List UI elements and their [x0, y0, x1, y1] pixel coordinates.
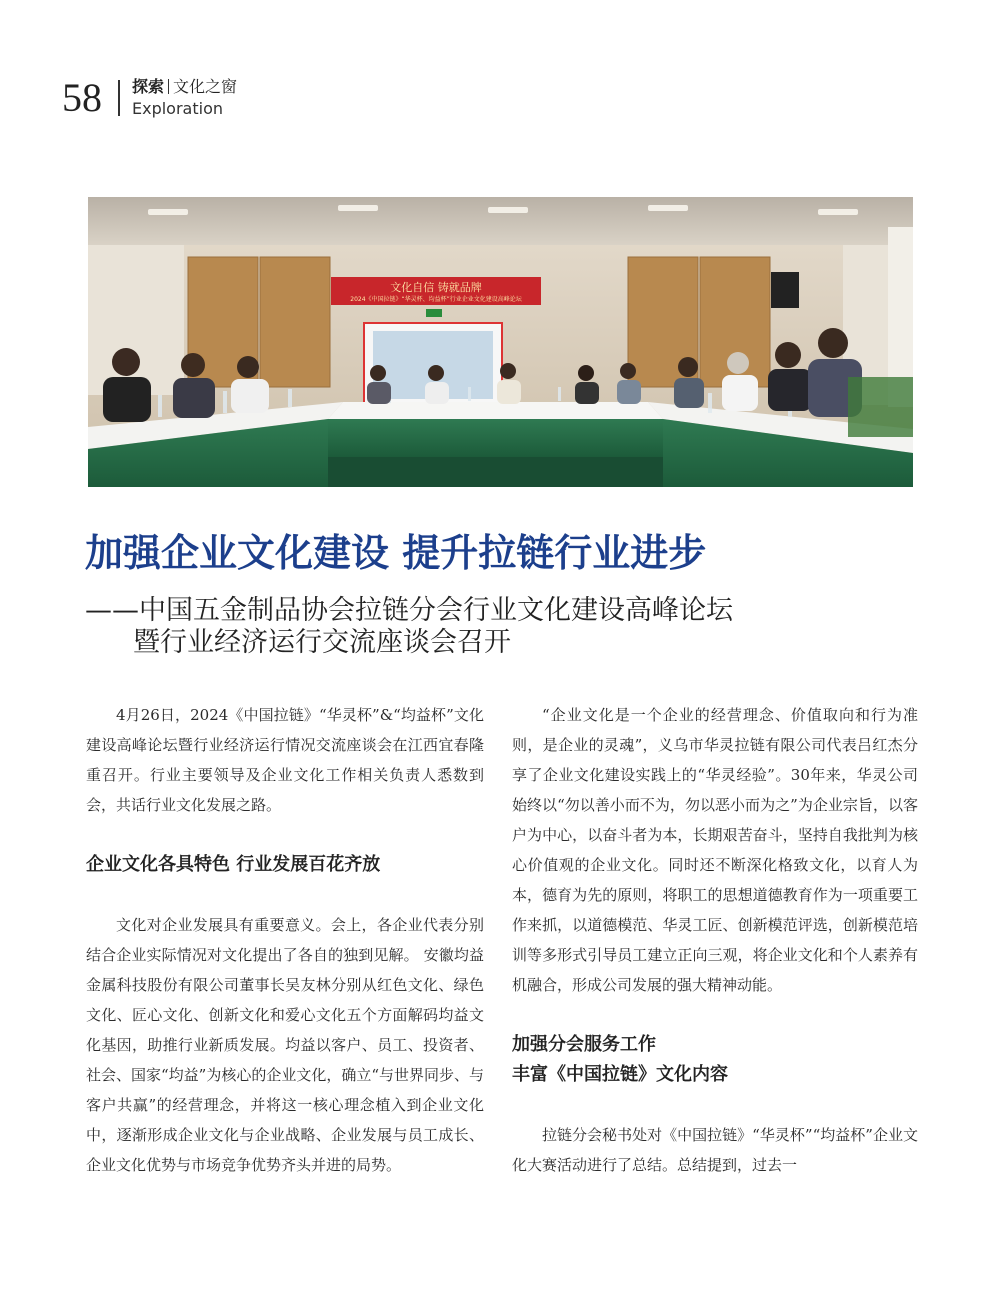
- conference-photo: [88, 197, 913, 487]
- section-heading-1: 企业文化各具特色 行业发展百花齐放: [86, 854, 381, 875]
- spacer: [512, 1090, 918, 1120]
- section-heading-2-line2: 丰富《中国拉链》文化内容: [512, 1064, 728, 1085]
- article-subtitle: [85, 595, 935, 659]
- article-paragraph-4: 拉链分会秘书处对《中国拉链》“华灵杯”“均益杯”企业文化大赛活动进行了总结。总结提到，过去一: [512, 1126, 918, 1174]
- article-paragraph-2: 文化对企业发展具有重要意义。会上，各企业代表分别结合企业实际情况对文化提出了各自的独到见解。 安徽均益金属科技股份有限公司董事长吴友林分别从红色文化、绿色文化、匠心文化、创新文化和爱心文化五个方面解码均益文化基因，助推行业新质发展。均益以客户、员工、投资者、社会、国家“均益”为核心的企业文化，确立“与世界同步、与客户共赢”的经营理念，并将这一核心理念植入到企业文化中，逐渐形成企业文化与企业战略、企业发展与员工成长、企业文化优势与市场竞争优势齐头并进的局势。: [86, 916, 485, 1174]
- section-label-english: Exploration: [132, 99, 223, 118]
- article-column-left: [86, 700, 484, 1180]
- banner-slogan: 文化自信 铸就品牌: [390, 281, 482, 294]
- header-divider: [118, 80, 120, 116]
- spacer: [512, 1000, 918, 1030]
- section-separator: [168, 79, 169, 94]
- conference-photo-illustration: [88, 197, 913, 487]
- page-number: 58: [62, 75, 102, 120]
- section-heading-2-line1: 加强分会服务工作: [512, 1034, 656, 1055]
- banner-subtitle: 2024《中国拉链》“华灵杯、均益杯”行业企业文化建设高峰论坛: [350, 296, 522, 303]
- article-paragraph-3: “企业文化是一个企业的经营理念、价值取向和行为准则，是企业的灵魂”，义乌市华灵拉链有限公司代表吕红杰分享了企业文化建设实践上的“华灵经验”。30年来，华灵公司始终以“勿以善小而不为，勿以恶小而为之”为企业宗旨，以客户为中心，以奋斗者为本，长期艰苦奋斗，坚持自我批判为核心价值观的企业文化。同时还不断深化格致文化，以育人为本，德育为先的原则，将职工的思想道德教育作为一项重要工作来抓，以道德模范、华灵工匠、创新模范评选，创新模范培训等多形式引导员工建立正向三观，将企业文化和个人素养有机融合，形成公司发展的强大精神动能。: [512, 706, 918, 994]
- article-subtitle-line1: ——中国五金制品协会拉链分会行业文化建设高峰论坛: [85, 595, 733, 626]
- article-paragraph-1: 4月26日，2024《中国拉链》“华灵杯”&“均益杯”文化建设高峰论坛暨行业经济运行情况交流座谈会在江西宜春隆重召开。行业主要领导及企业文化工作相关负责人悉数到会，共话行业文化发展之路。: [86, 706, 484, 814]
- section-label-bold: 探索: [132, 77, 165, 96]
- article-title: 加强企业文化建设 提升拉链行业进步: [85, 531, 707, 575]
- article-subtitle-line2: 暨行业经济运行交流座谈会召开: [133, 627, 511, 658]
- spacer: [86, 820, 484, 850]
- article-column-right: [512, 700, 918, 1180]
- section-label: [132, 76, 237, 98]
- spacer: [86, 880, 484, 910]
- section-label-sub: 文化之窗: [173, 77, 238, 96]
